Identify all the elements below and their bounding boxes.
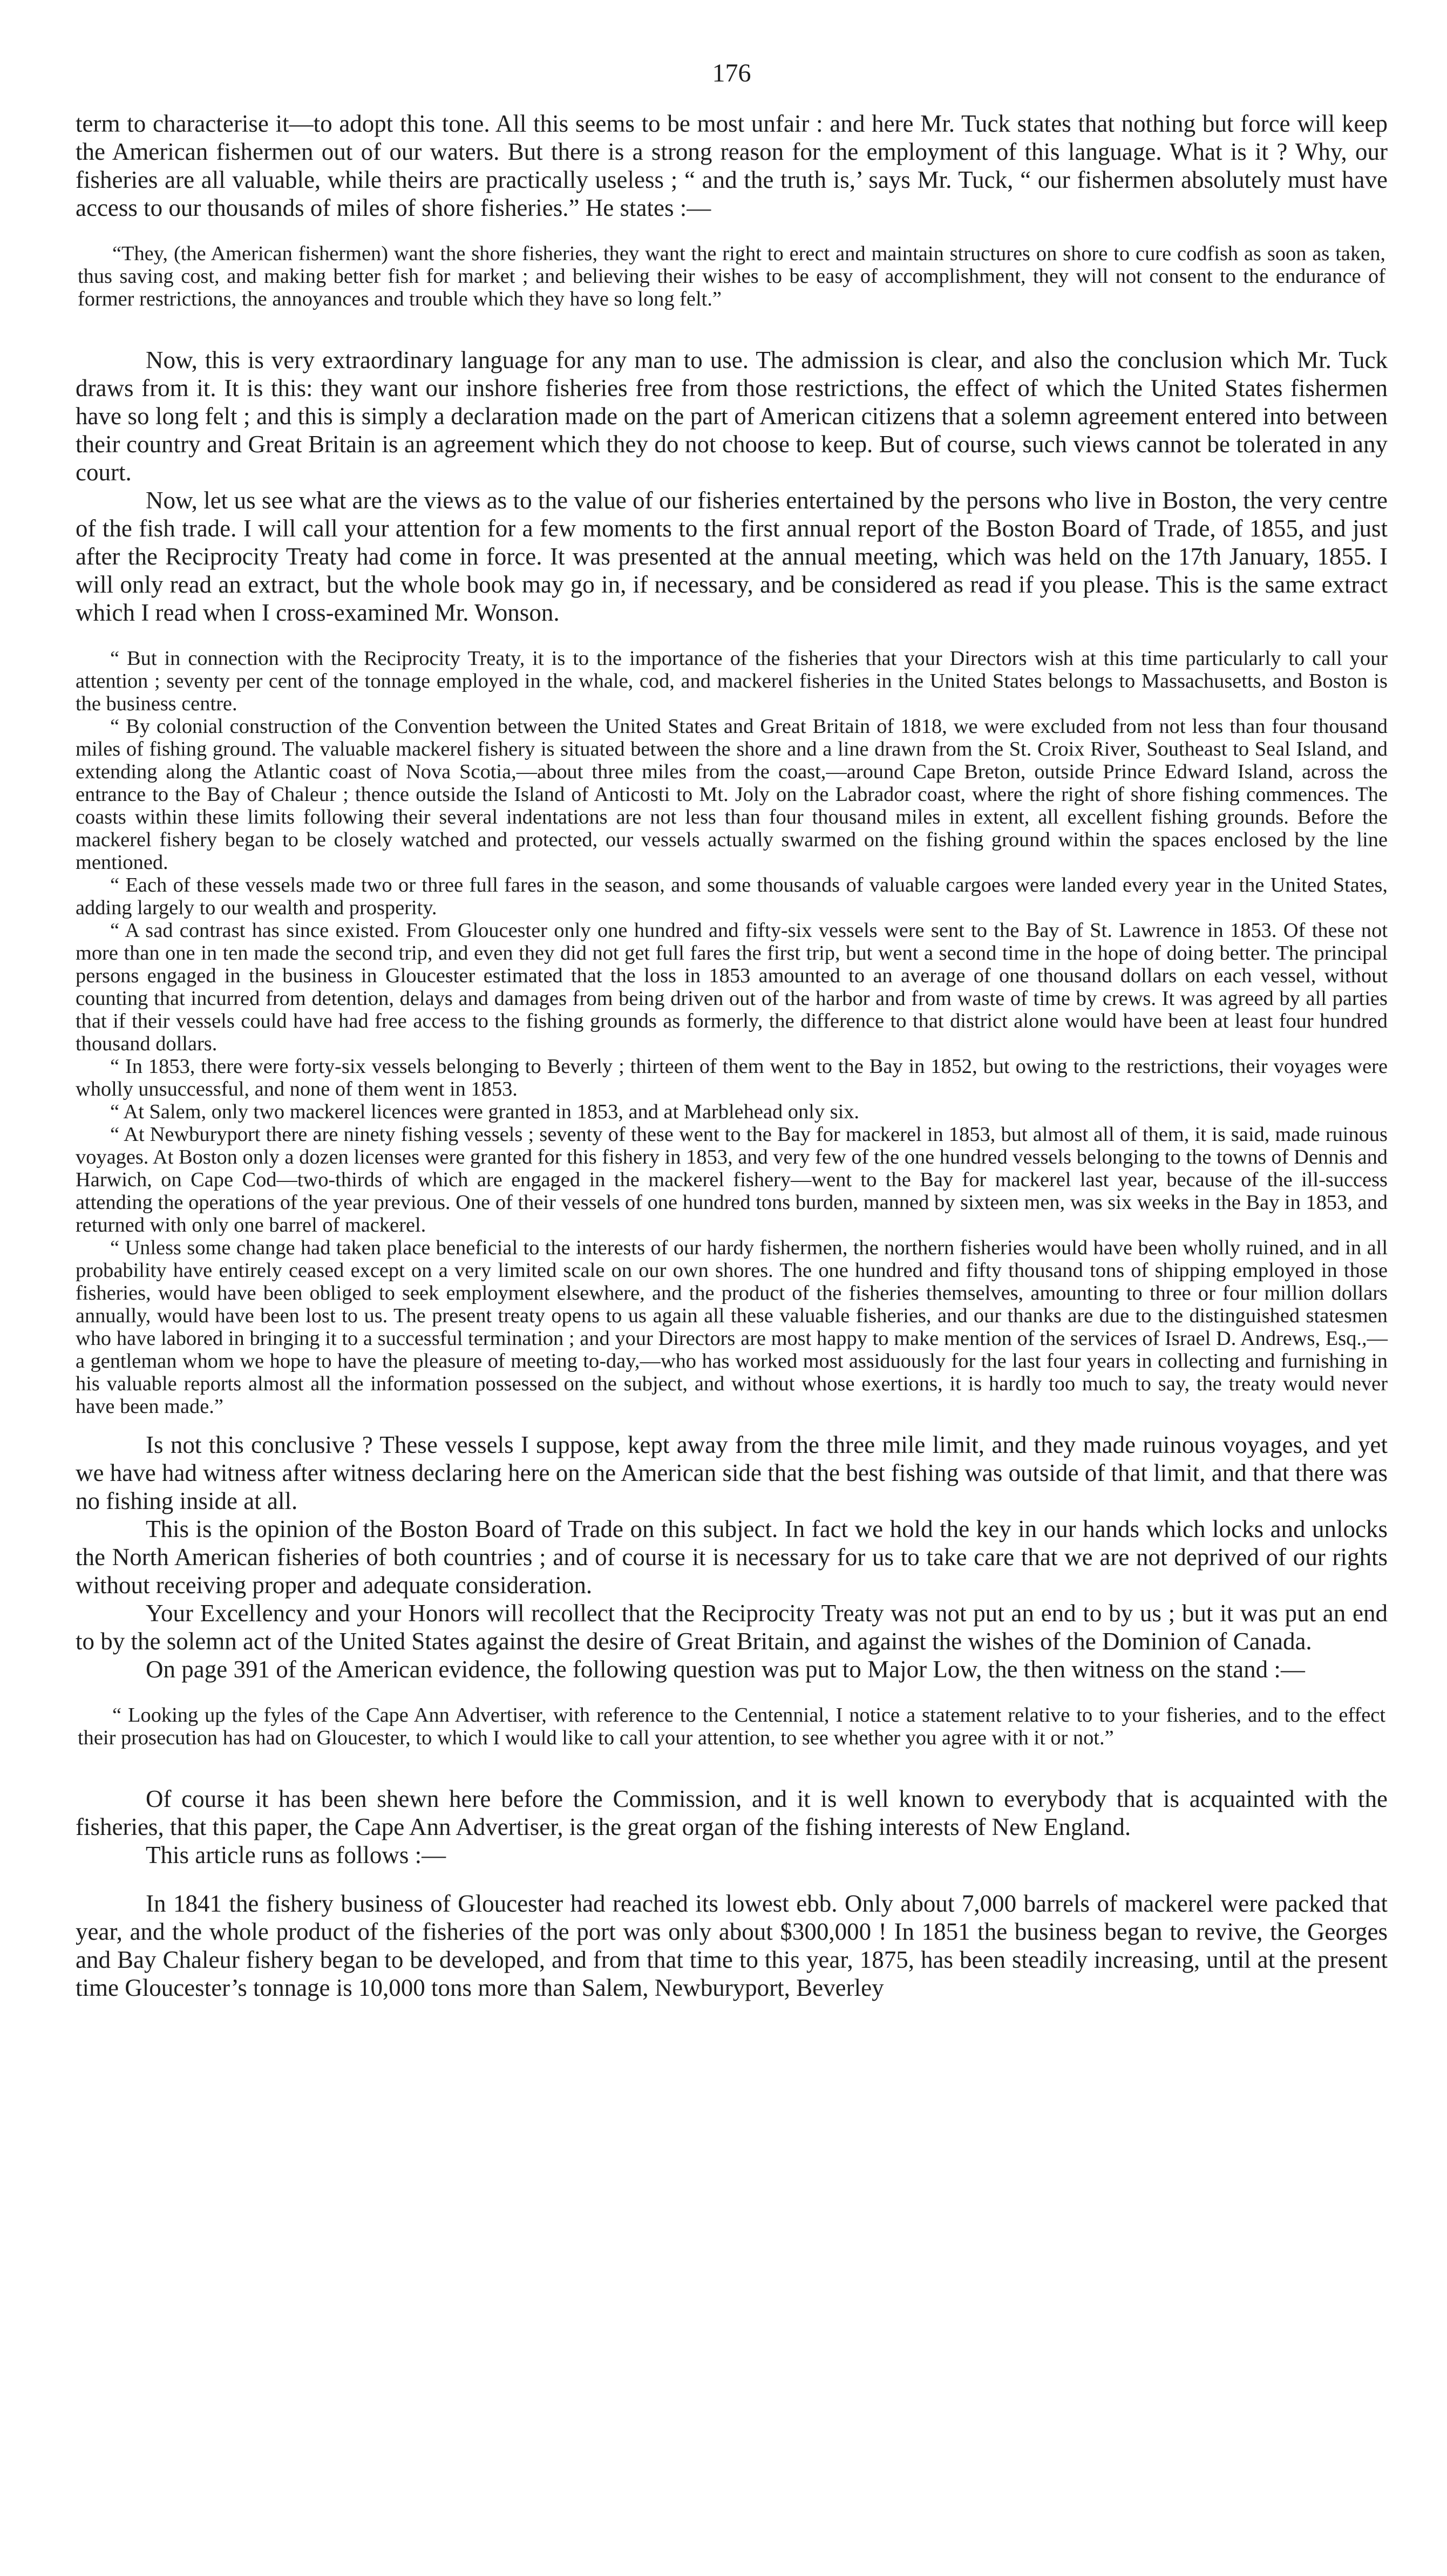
quote-colonial-construction: “ By colonial construction of the Convention between the United States and Great Britain of 1818, we were excluded from not less than four thousand miles of fishing ground. The valuable mackerel fishery is situated between the shore and a line drawn from the St. Croix River, Southeast to Seal Island, and extending along the Atlantic coast of Nova Scotia,—about three miles from the coast,—around Cape Breton, outside Prince Edward Island, across the entrance to the Bay of Chaleur ; thence outside the Island of Anticosti to Mt. Joly on the Labrador coast, where the right of shore fishing commences. The coasts within these limits following their several indentations are not less than four thousand miles in extent, all excellent fishing grounds. Before the mackerel fishery began to be closely watched and protected, our vessels actually swarmed on the fishing ground within the spaces enclosed by the line mentioned. [76, 715, 1388, 874]
quote-sad-contrast: “ A sad contrast has since existed. From Gloucester only one hundred and fifty-six vessels were sent to the Bay of St. Lawrence in 1853. Of these not more than one in ten made the second trip, and even they did not get full fares the first trip, but went a second time in the hope of doing better. The principal persons engaged in the business in Gloucester estimated that the loss in 1853 amounted to an average of one thousand dollars on each vessel, without counting that incurred from detention, delays and damages from being driven out of the harbor and from waste of time by crews. It was agreed by all parties that if their vessels could have had free access to the fishing grounds as formerly, the difference to that district alone would have been at least four hundred thousand dollars. [76, 919, 1388, 1055]
quote-beverly: “ In 1853, there were forty-six vessels belonging to Beverly ; thirteen of them went to the Bay in 1852, but owing to the restrictions, their voyages were wholly unsuccessful, and none of them went in 1853. [76, 1055, 1388, 1100]
paragraph-conclusive: Is not this conclusive ? These vessels I suppose, kept away from the three mile limit, and they made ruinous voyages, and yet we have had witness after witness declaring here on the American side that the best fishing was outside of that limit, and that there was no fishing inside at all. [76, 1431, 1388, 1514]
paragraph-gloucester-1841: In 1841 the fishery business of Gloucester had reached its lowest ebb. Only about 7,000 barrels of mackerel were packed that year, and the whole product of the fisheries of the port was only about $300,000 ! In 1851 the business began to revive, the Georges and Bay Chaleur fishery began to be developed, and from that time to this year, 1875, has been steadily increasing, until at the present time Gloucester’s tonnage is 10,000 tons more than Salem, Newburyport, Beverley [76, 1890, 1388, 2001]
paragraph-boston-opinion: This is the opinion of the Boston Board of Trade on this subject. In fact we hold the key in our hands which locks and unlocks the North American fisheries of both countries ; and of course it is necessary for us to take care that we are not deprived of our rights without receiving proper and adequate consideration. [76, 1515, 1388, 1599]
paragraph-treaty-ended: Your Excellency and your Honors will recollect that the Reciprocity Treaty was not put an end to by us ; but it was put an end to by the solemn act of the United States against the desire of Great Britain, and against the wishes of the Dominion of Canada. [76, 1600, 1388, 1655]
paragraph-continuation: term to characterise it—to adopt this tone. All this seems to be most unfair : and here Mr. Tuck states that nothing but force will keep the American fishermen out of our waters. But there is a strong reason for the employment of this language. What is it ? Why, our fisheries are all valuable, while theirs are practically useless ; “ and the truth is,’ says Mr. Tuck, “ our fishermen absolutely must have access to our thousands of miles of shore fisheries.” He states :— [76, 110, 1388, 221]
quote-salem: “ At Salem, only two mackerel licences were granted in 1853, and at Marblehead only six. [110, 1100, 860, 1123]
quote-vessels-fares: “ Each of these vessels made two or three full fares in the season, and some thousands of valuable cargoes were landed every year in the United States, adding largely to our wealth and prosperity. [76, 874, 1388, 919]
quote-tuck: “They, (the American fishermen) want the shore fisheries, they want the right to erect and maintain structures on shore to cure codfish as soon as taken, thus saving cost, and making better fish for market ; and believing their wishes to be easy of accomplishment, they will not consent to the endurance of former restrictions, the annoyances and trouble which they have so long felt.” [78, 242, 1385, 310]
quote-cape-ann: “ Looking up the fyles of the Cape Ann Advertiser, with reference to the Centennial, I notice a statement relative to to your fisheries, and to the effect their prosecution has had on Gloucester, to which I would like to call your attention, to see whether you agree with it or not.” [78, 1704, 1385, 1749]
paragraph-boston-views: Now, let us see what are the views as to the value of our fisheries entertained by the persons who live in Boston, the very centre of the fish trade. I will call your attention for a few moments to the first annual report of the Boston Board of Trade, of 1855, and just after the Reciprocity Treaty had come in force. It was presented at the annual meeting, which was held on the 17th January, 1855. I will only read an extract, but the whole book may go in, if necessary, and be considered as read if you please. This is the same extract which I read when I cross-examined Mr. Wonson. [76, 487, 1388, 626]
paragraph-cape-ann-advertiser: Of course it has been shewn here before the Commission, and it is well known to everybody that is acquainted with the fisheries, that this paper, the Cape Ann Advertiser, is the great organ of the fishing interests of New England. [76, 1785, 1388, 1840]
paragraph-extraordinary-language: Now, this is very extraordinary language for any man to use. The admission is clear, and also the conclusion which Mr. Tuck draws from it. It is this: they want our inshore fisheries free from those restrictions, the effect of which the United States fishermen have so long felt ; and this is simply a declaration made on the part of American citizens that a solemn agreement entered into between their country and Great Britain is an agreement which they do not choose to keep. But of course, such views cannot be tolerated in any court. [76, 346, 1388, 486]
quote-unless-change: “ Unless some change had taken place beneficial to the interests of our hardy fishermen, the northern fisheries would have been wholly ruined, and in all probability have entirely ceased except on a very limited scale on our own shores. The one hundred and fifty thousand tons of shipping employed in those fisheries, would have been obliged to seek employment elsewhere, and the product of the fisheries themselves, amounting to three or four million dollars annually, would have been lost to us. The present treaty opens to us again all these valuable fisheries, and our thanks are due to the distinguished statesmen who have labored in bringing it to a successful termination ; and your Directors are most happy to make mention of the services of Israel D. Andrews, Esq.,—a gentleman whom we hope to have the pleasure of meeting to-day,—who has worked most assiduously for the last four years in collecting and furnishing in his valuable reports almost all the information possessed on the subject, and without whose exertions, it is hardly too much to say, the treaty would never have been made.” [76, 1236, 1388, 1418]
quote-reciprocity-treaty: “ But in connection with the Reciprocity Treaty, it is to the importance of the fisheries that your Directors wish at this time particularly to call your attention ; seventy per cent of the tonnage employed in the whale, cod, and mackerel fisheries in the United States belongs to Massachusetts, and Boston is the business centre. [76, 647, 1388, 715]
paragraph-page-391: On page 391 of the American evidence, the following question was put to Major Low, the then witness on the stand :— [146, 1656, 1305, 1683]
paragraph-article-runs: This article runs as follows :— [146, 1841, 446, 1868]
quote-newburyport: “ At Newburyport there are ninety fishing vessels ; seventy of these went to the Bay for mackerel in 1853, but almost all of them, it is said, made ruinous voyages. At Boston only a dozen licenses were granted for this fishery in 1853, and very few of the one hundred vessels belonging to the towns of Dennis and Harwich, on Cape Cod—two-thirds of which are engaged in the mackerel fishery—went to the Bay for mackerel last year, because of the ill-success attending the operations of the year previous. One of their vessels of one hundred tons burden, manned by sixteen men, was six weeks in the Bay in 1853, and returned with only one barrel of mackerel. [76, 1123, 1388, 1236]
page-number: 176 [712, 59, 751, 87]
